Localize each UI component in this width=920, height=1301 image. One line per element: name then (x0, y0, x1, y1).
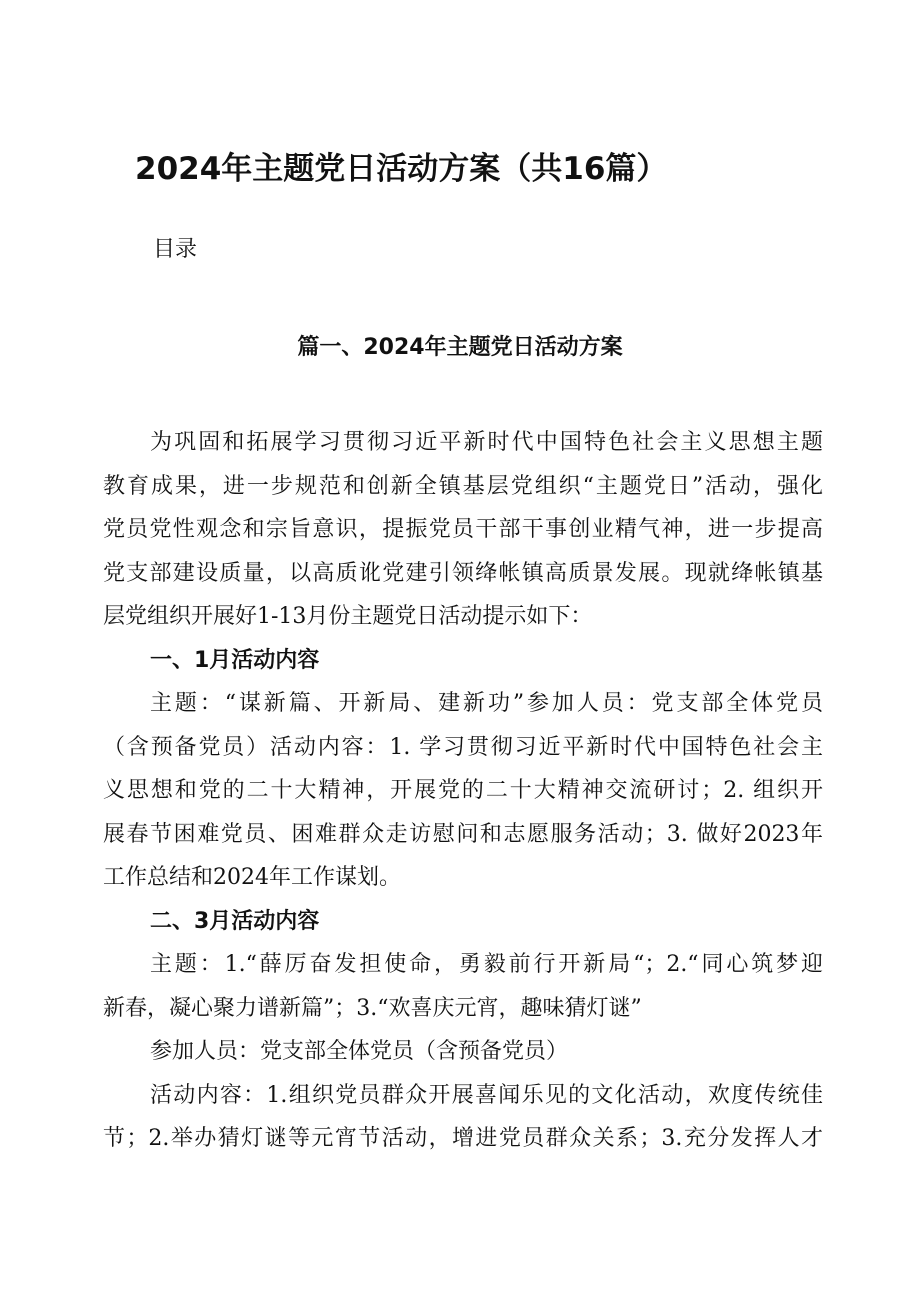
intro-line: 党支部建设质量，以高质讹党建引领绛帐镇高质景发展。现就绛帐镇基 (103, 561, 823, 586)
theme-line: 新春，凝心聚力谱新篇”；3.“欢喜庆元宵，趣味猜灯谜” (103, 996, 642, 1021)
activity-line: 节；2.举办猜灯谜等元宵节活动，增进党员群众关系；3.充分发挥人才 (103, 1126, 823, 1151)
intro-line: 党员党性观念和宗旨意识，提振党员干部干事创业精气神，进一步提高 (103, 517, 823, 542)
intro-line: 教育成果，进一步规范和创新全镇基层党组织“主题党日”活动，强化 (103, 474, 823, 499)
document-title: 2024年主题党日活动方案（共16篇） (135, 151, 668, 187)
section-line: 工作总结和2024年工作谋划。 (103, 865, 401, 890)
intro-line: 层党组织开展好1-13月份主题党日活动提示如下： (103, 604, 593, 629)
section-heading: 一、1月活动内容 (150, 648, 320, 673)
section-heading: 二、3月活动内容 (150, 909, 320, 934)
section-line: 主题：“谋新篇、开新局、建新功”参加人员：党支部全体党员 (150, 691, 823, 716)
section-line: 展春节困难党员、困难群众走访慰问和志愿服务活动；3. 做好2023年 (103, 822, 823, 847)
participants-line: 参加人员：党支部全体党员（含预备党员） (150, 1039, 569, 1064)
toc-label: 目录 (153, 237, 198, 262)
chapter-title: 篇一、2024年主题党日活动方案 (297, 335, 623, 360)
section-line: 义思想和党的二十大精神，开展党的二十大精神交流研讨；2. 组织开 (103, 778, 823, 803)
intro-line: 为巩固和拓展学习贯彻习近平新时代中国特色社会主义思想主题 (150, 430, 823, 455)
theme-line: 主题：1.“薛厉奋发担使命，勇毅前行开新局“；2.“同心筑梦迎 (150, 952, 823, 977)
section-line: （含预备党员）活动内容：1. 学习贯彻习近平新时代中国特色社会主 (103, 735, 823, 760)
activity-line: 活动内容：1.组织党员群众开展喜闻乐见的文化活动，欢度传统佳 (150, 1083, 823, 1108)
